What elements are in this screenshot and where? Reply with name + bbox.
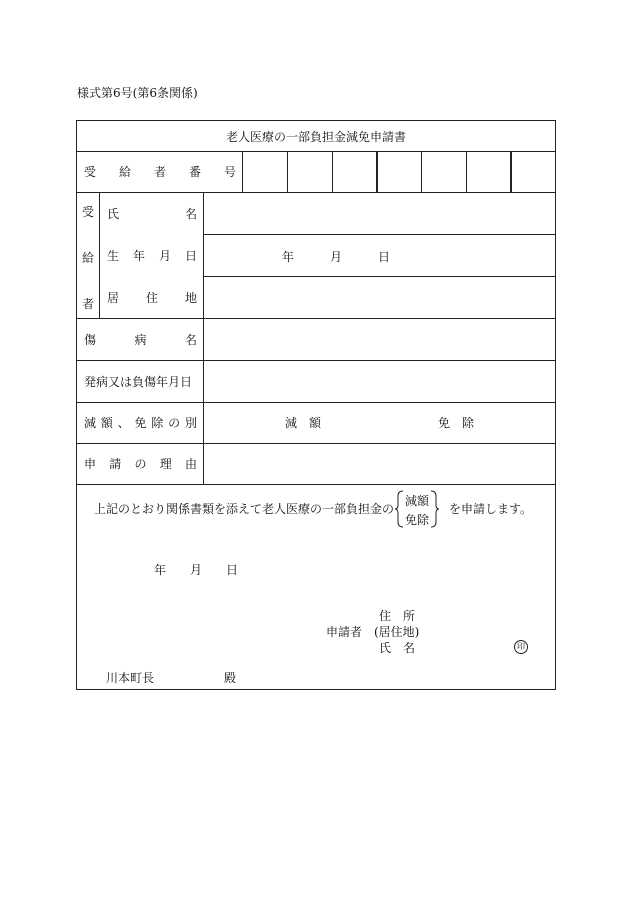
- form-title: 老人医療の一部負担金減免申請書: [77, 121, 555, 152]
- reduce-option[interactable]: 減 額: [285, 416, 321, 430]
- application-form: [76, 120, 556, 690]
- reduce-exempt-choice[interactable]: [395, 490, 439, 528]
- mayor-label: 川本町長: [106, 671, 155, 685]
- column-divider: [99, 192, 100, 318]
- statement-prefix: 上記のとおり関係書類を添えて老人医療の一部負担金の: [94, 502, 395, 516]
- recipient-number-label: 受 給 者 番 号: [84, 165, 236, 179]
- number-digit-box[interactable]: [467, 152, 509, 191]
- number-digit-box[interactable]: [288, 152, 331, 191]
- applicant-label: 申請者: [326, 625, 363, 639]
- choice-exempt: 免除: [405, 513, 430, 527]
- reduce-exempt-label: 減 額 、 免 除 の 別: [84, 416, 197, 430]
- birth-date-label: 生 年 月 日: [107, 248, 197, 263]
- row-divider: [77, 484, 555, 485]
- onset-date-field[interactable]: [205, 361, 555, 401]
- left-brace-icon: [395, 490, 405, 528]
- birth-year-unit: 年: [282, 250, 295, 264]
- number-digit-box[interactable]: [243, 152, 286, 191]
- honorific-label: 殿: [224, 671, 237, 685]
- exempt-option[interactable]: 免 除: [438, 416, 474, 430]
- name-field[interactable]: [205, 193, 555, 233]
- applicant-address-label: 住 所: [379, 609, 416, 623]
- birth-day-unit: 日: [378, 250, 391, 264]
- onset-date-label: 発病又は負傷年月日: [84, 374, 193, 389]
- choice-reduce: 減額: [405, 494, 430, 508]
- birth-date-field[interactable]: [205, 235, 555, 275]
- residence-label: (居住地): [374, 625, 420, 639]
- name-label: 氏 名: [107, 206, 197, 221]
- reason-label: 申 請 の 理 由: [84, 457, 197, 471]
- address-label: 居 住 地: [107, 290, 197, 305]
- application-day-unit[interactable]: 日: [226, 563, 239, 577]
- seal-mark-icon: 印: [514, 640, 528, 654]
- form-number: 様式第6号(第6条関係): [77, 86, 198, 100]
- application-month-unit[interactable]: 月: [190, 563, 203, 577]
- recipient-group-label-3: 者: [82, 297, 95, 311]
- application-year-unit[interactable]: 年: [154, 563, 167, 577]
- number-digit-box[interactable]: [512, 152, 555, 191]
- recipient-group-label-1: 受: [82, 205, 95, 219]
- number-digit-box[interactable]: [333, 152, 375, 191]
- right-brace-icon: [429, 490, 439, 528]
- reason-field[interactable]: [205, 444, 555, 483]
- disease-name-field[interactable]: [205, 319, 555, 359]
- recipient-group-label-2: 給: [82, 251, 95, 265]
- applicant-name-label: 氏 名: [379, 641, 416, 655]
- disease-name-label: 傷 病 名: [84, 332, 197, 347]
- column-divider: [203, 192, 204, 484]
- address-field[interactable]: [205, 277, 555, 317]
- number-digit-box[interactable]: [422, 152, 465, 191]
- birth-month-unit: 月: [330, 250, 343, 264]
- number-digit-box[interactable]: [378, 152, 420, 191]
- statement-suffix: を申請します。: [449, 502, 533, 516]
